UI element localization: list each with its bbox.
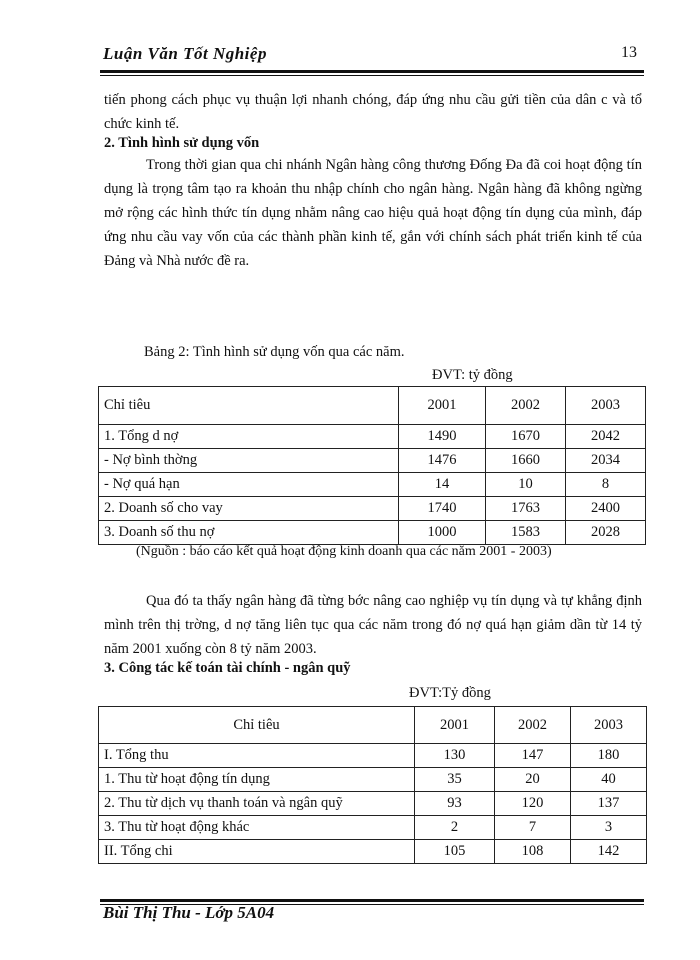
table-2-header-row xyxy=(99,707,647,744)
table-row xyxy=(99,840,647,864)
table-cell: 1670 xyxy=(486,425,566,449)
table-cell: 40 xyxy=(571,768,647,792)
section-2-heading: 2. Tình hình sử dụng vốn xyxy=(104,135,260,151)
table-row xyxy=(99,816,647,840)
section-3-heading: 3. Công tác kế toán tài chính - ngân quỹ xyxy=(104,660,351,676)
table-cell: 130 xyxy=(415,744,495,768)
table-cell-label: I. Tổng thu xyxy=(99,744,415,768)
table-1-col-header: 2001 xyxy=(399,387,486,425)
table-2-unit: ĐVT:Tỷ đồng xyxy=(409,685,491,701)
section-2-paragraph: Trong thời gian qua chi nhánh Ngân hàng công thương Đống Đa đã coi hoạt động tín dụng là trọng tâm tạo ra khoản thu nhập chính cho ngân hàng. Ngân hàng đã không ngừng mở rộng các hình thức tín dụng nhằm nâng cao hiệu quả hoạt động tín dụng của mình, đáp ứng nhu cầu vay vốn của các thành phần kinh tế, gắn với chính sách phát triển kinh tế của Đảng và Nhà nước đề ra. xyxy=(104,157,642,269)
table-2-col-header: Chỉ tiêu xyxy=(99,707,415,744)
table-cell-label: II. Tổng chi xyxy=(99,840,415,864)
table-1-title: Bảng 2: Tình hình sử dụng vốn qua các năm. xyxy=(144,344,405,360)
table-cell: 120 xyxy=(495,792,571,816)
table-cell: 1740 xyxy=(399,497,486,521)
table-1-header-row xyxy=(99,387,646,425)
table-cell-label: - Nợ quá hạn xyxy=(99,473,399,497)
table-1-col-header: Chỉ tiêu xyxy=(99,387,399,425)
table-1-unit: ĐVT: tỷ đồng xyxy=(432,367,513,383)
table-cell: 2 xyxy=(415,816,495,840)
table-cell-label: 1. Tổng d nợ xyxy=(99,425,399,449)
table-cell: 20 xyxy=(495,768,571,792)
page-number: 13 xyxy=(621,44,637,61)
intro-paragraph: tiến phong cách phục vụ thuận lợi nhanh chóng, đáp ứng nhu cầu gửi tiền của dân c và tổ chức kinh tế. xyxy=(104,92,642,132)
table-cell: 1583 xyxy=(486,521,566,545)
table-cell-label: 3. Thu từ hoạt động khác xyxy=(99,816,415,840)
header-divider xyxy=(100,70,644,73)
header-divider-thin xyxy=(100,75,644,76)
table-cell: 2034 xyxy=(566,449,646,473)
table-2-col-header: 2002 xyxy=(495,707,571,744)
table-cell: 7 xyxy=(495,816,571,840)
footer-author: Bùi Thị Thu - Lớp 5A04 xyxy=(103,903,275,922)
table-cell: 1490 xyxy=(399,425,486,449)
header-title: Luận Văn Tốt Nghiệp xyxy=(103,44,267,63)
table-cell-label: 2. Doanh số cho vay xyxy=(99,497,399,521)
table-row xyxy=(99,473,646,497)
table-cell: 8 xyxy=(566,473,646,497)
table-cell: 1000 xyxy=(399,521,486,545)
table-cell: 105 xyxy=(415,840,495,864)
table-2 xyxy=(98,706,647,864)
table-row xyxy=(99,792,647,816)
table-row xyxy=(99,744,647,768)
table-1-col-header: 2002 xyxy=(486,387,566,425)
table-cell: 3 xyxy=(571,816,647,840)
table-cell: 1476 xyxy=(399,449,486,473)
table-cell: 142 xyxy=(571,840,647,864)
table-cell: 1763 xyxy=(486,497,566,521)
analysis-paragraph: Qua đó ta thấy ngân hàng đã từng bớc nâng cao nghiệp vụ tín dụng và tự khẳng định mình trên thị trờng, d nợ tăng liên tục qua các năm trong đó nợ quá hạn giảm dần từ 14 tỷ năm 2001 xuống còn 8 tỷ năm 2003. xyxy=(104,593,642,657)
table-row xyxy=(99,521,646,545)
footer-divider xyxy=(100,899,644,902)
table-1-source: (Nguồn : báo cáo kết quả hoạt động kinh doanh qua các năm 2001 - 2003) xyxy=(136,544,552,559)
table-cell-label: 2. Thu từ dịch vụ thanh toán và ngân quỹ xyxy=(99,792,415,816)
table-cell: 1660 xyxy=(486,449,566,473)
table-cell: 147 xyxy=(495,744,571,768)
table-cell: 180 xyxy=(571,744,647,768)
table-row xyxy=(99,425,646,449)
table-1 xyxy=(98,386,646,545)
table-1-col-header: 2003 xyxy=(566,387,646,425)
table-cell: 14 xyxy=(399,473,486,497)
table-cell: 2042 xyxy=(566,425,646,449)
table-row xyxy=(99,497,646,521)
table-2-col-header: 2003 xyxy=(571,707,647,744)
table-row xyxy=(99,768,647,792)
table-2-col-header: 2001 xyxy=(415,707,495,744)
table-cell-label: 3. Doanh số thu nợ xyxy=(99,521,399,545)
table-cell: 10 xyxy=(486,473,566,497)
table-cell-label: - Nợ bình thờng xyxy=(99,449,399,473)
table-cell: 2028 xyxy=(566,521,646,545)
table-cell: 93 xyxy=(415,792,495,816)
table-cell-label: 1. Thu từ hoạt động tín dụng xyxy=(99,768,415,792)
table-cell: 2400 xyxy=(566,497,646,521)
table-cell: 137 xyxy=(571,792,647,816)
table-row xyxy=(99,449,646,473)
table-cell: 108 xyxy=(495,840,571,864)
table-cell: 35 xyxy=(415,768,495,792)
